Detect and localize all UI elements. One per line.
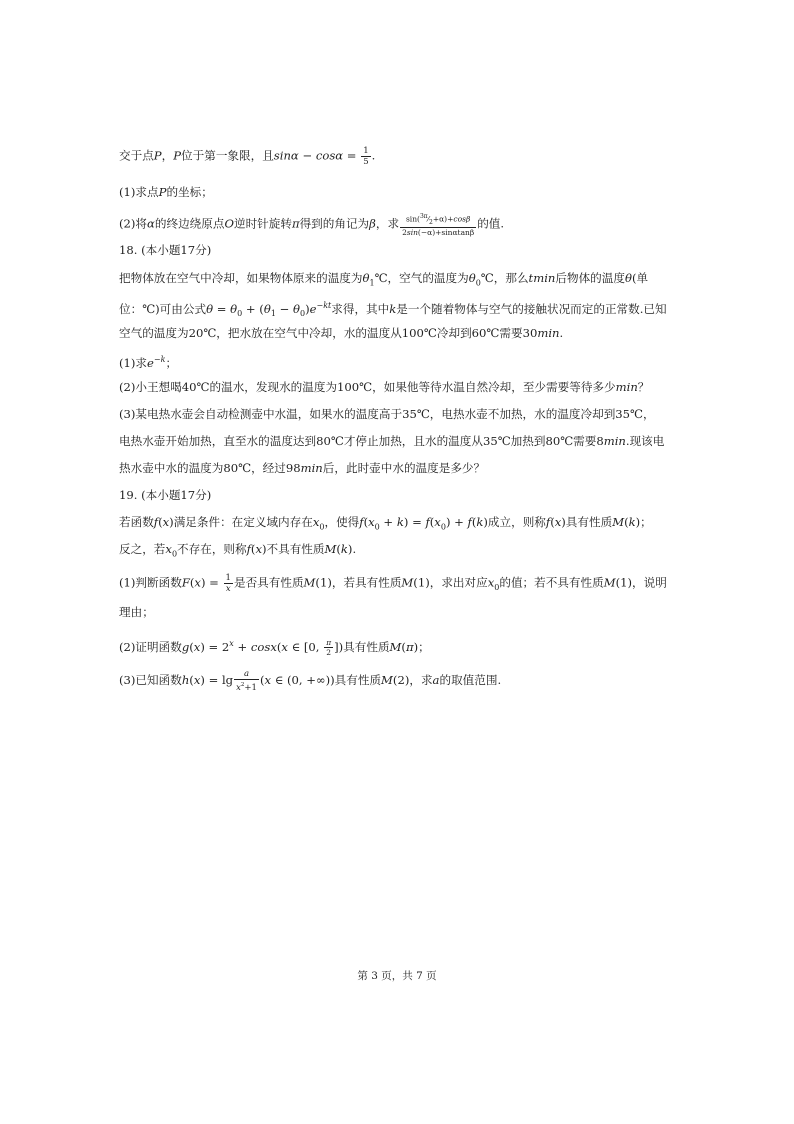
text-line-5: 把物体放在空气中冷却，如果物体原来的温度为$\theta_1℃$，空气的温度为$\theta_0℃$，那么tmin后物体的温度θ(单 xyxy=(119,271,649,288)
text-line-7: 空气的温度为20℃，把水放在空气中冷却，水的温度从100℃冷却到60℃需要30min. xyxy=(119,326,564,340)
text-line-1: 交于点P，P位于第一象限，且sinα − cosα = $\frac{1}{5}$ . xyxy=(119,146,376,167)
text-line-15: 反之，若$x_0$不存在，则称f(x)不具有性质M(k). xyxy=(119,542,357,559)
text-line-12: 热水壶中水的温度为80℃，经过98min后，此时壶中水的温度是多少？ xyxy=(119,461,486,475)
text-line-14: 若函数f(x)满足条件：在定义域内存在$x_0$，使得$f(x_0 + k) = f(x_0) + f(k)$成立，则称f(x)具有性质M(k)； xyxy=(119,515,652,532)
text-line-11: 电热水壶开始加热，直至水的温度达到80℃才停止加热，且水的温度从35℃加热到80℃需要8min.现该电 xyxy=(119,434,665,448)
text-line-9: (2)小王想喝40℃的温水，发现水的温度为100℃，如果他等待水温自然冷却，至少需要等待多少min？ xyxy=(119,380,650,394)
text-line-3: (2)将α的终边绕原点O逆时针旋转π得到的角记为β，求 $\frac{\sin(^{3\pi}⁄_2+\alpha)+\cos\beta}{2\sin(-\alpha)+\sin\alpha\tan\beta}$ 的值. xyxy=(119,213,505,237)
page-footer: 第 3 页，共 7 页 xyxy=(357,970,437,982)
text-line-19: (3)已知函数h(x) = lg $\frac{a}{x^2+1}$ (x ∈ (0, +∞))具有性质M(2)，求a的取值范围. xyxy=(119,669,502,693)
text-line-6: 位：℃)可由公式$\theta = \theta_0 + (\theta_1 - \theta_0)e^{-kt}$求得，其中k是一个随着物体与空气的接触状况而定的正常数.已知 xyxy=(119,301,667,319)
text-line-2: (1)求点P的坐标； xyxy=(119,185,213,199)
question-18-heading: 18. (本小题17分) xyxy=(119,243,212,257)
text-line-18: (2)证明函数$g(x) = 2^x + \cos x(x$ ∈ [0, $\frac{\pi}{2}$ ])具有性质M(π)； xyxy=(119,638,430,658)
text-line-8: (1)求$e^{-k}$； xyxy=(119,355,178,370)
text-line-17: 理由； xyxy=(119,605,154,619)
text-line-16: (1)判断函数F(x) = $\frac{1}{x}$ 是否具有性质M(1)，若具有性质M(1)，求出对应$x_0$的值；若不具有性质M(1)，说明 xyxy=(119,573,667,594)
question-19-heading: 19. (本小题17分) xyxy=(119,488,212,502)
text-line-10: (3)某电热水壶会自动检测壶中水温，如果水的温度高于35℃，电热水壶不加热，水的温度冷却到35℃， xyxy=(119,407,655,421)
